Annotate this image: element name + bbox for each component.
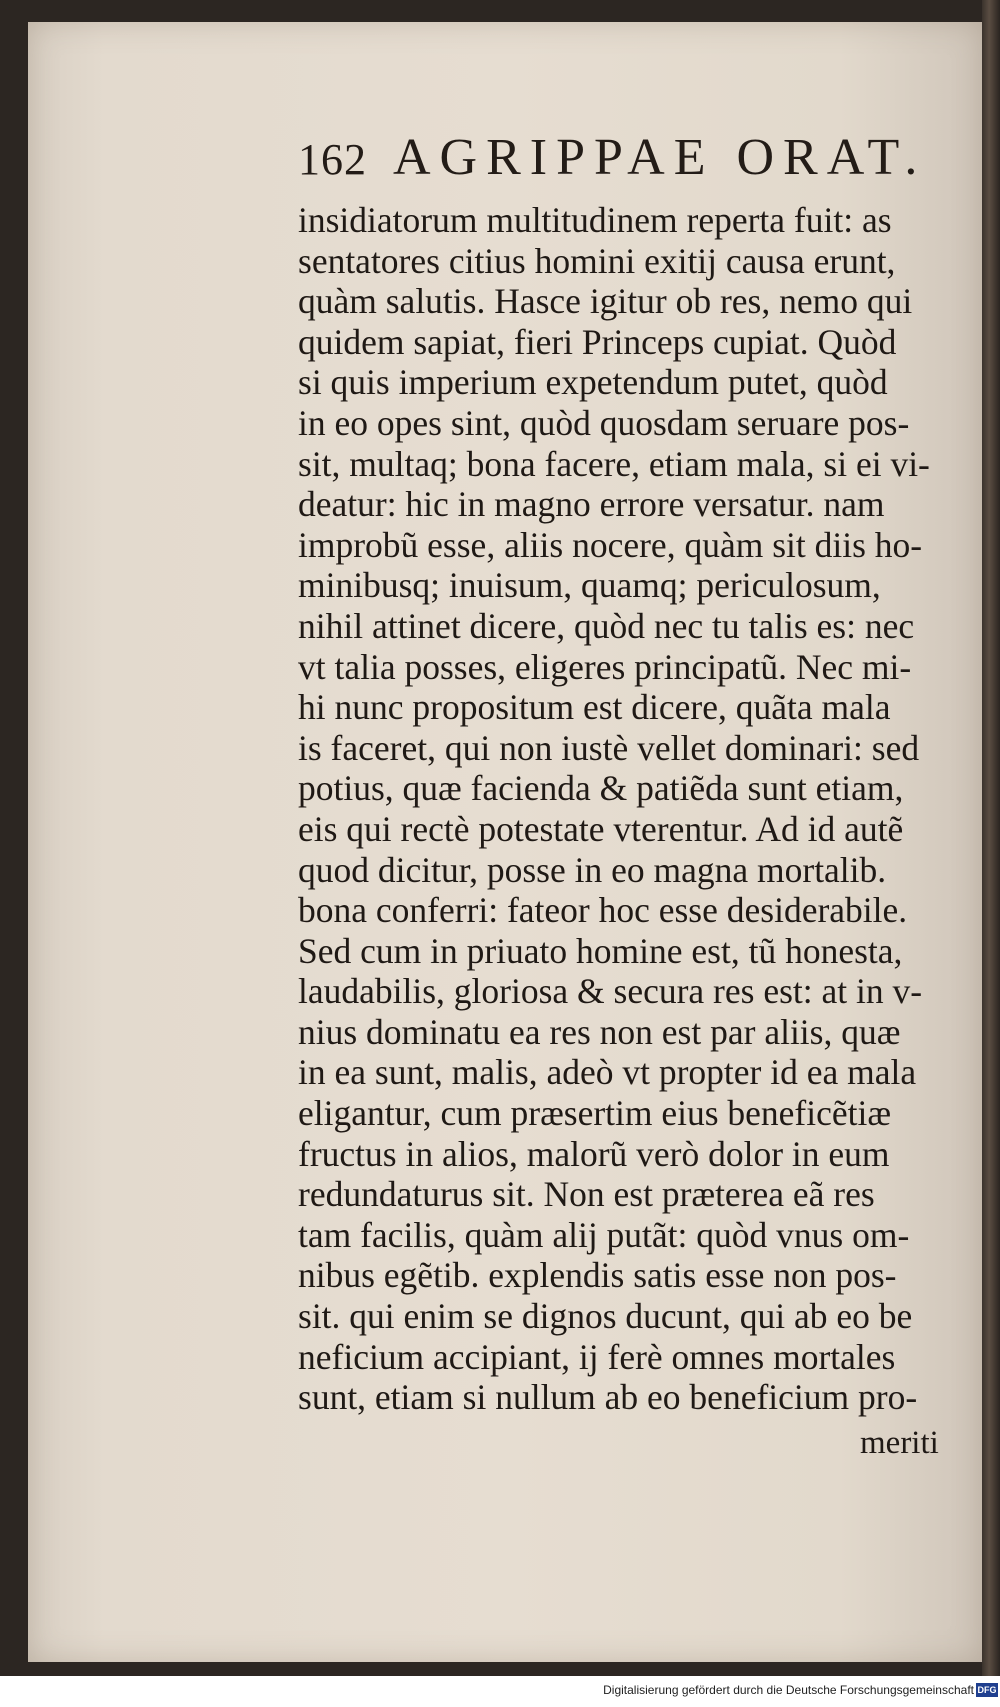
text-line: sit. qui enim se dignos ducunt, qui ab eo be — [298, 1296, 913, 1337]
text-line: deatur: hic in magno errore versatur. nam — [298, 484, 885, 525]
body-text — [298, 200, 958, 1418]
dfg-logo-icon: DFG — [977, 1685, 997, 1695]
text-line: in ea sunt, malis, adeò vt propter id ea mala — [298, 1052, 917, 1093]
text-line: nibus egẽtib. explendis satis esse non pos- — [298, 1255, 897, 1296]
page-number: 162 — [298, 135, 367, 184]
text-line: improbũ esse, aliis nocere, quàm sit diis ho- — [298, 524, 923, 565]
text-line: sit, multaq; bona facere, etiam mala, si ei vi- — [298, 443, 930, 484]
text-line: quidem sapiat, fieri Princeps cupiat. Quòd — [298, 321, 897, 362]
text-line: eis qui rectè potestate vterentur. Ad id autẽ — [298, 808, 904, 849]
text-line: vt talia posses, eligeres principatũ. Nec mi- — [298, 646, 912, 687]
text-line: is faceret, qui non iustè vellet dominari: sed — [298, 727, 920, 768]
text-line: neficium accipiant, ij ferè omnes mortales — [298, 1336, 896, 1377]
page-header — [298, 128, 938, 198]
text-line: minibusq; inuisum, quamq; periculosum, — [298, 565, 881, 606]
text-line: potius, quæ facienda & patiẽda sunt etiam, — [298, 768, 904, 809]
text-line: tam facilis, quàm alij putãt: quòd vnus om- — [298, 1214, 910, 1255]
running-head: AGRIPPAE ORAT. — [393, 129, 927, 186]
catchword: meriti — [860, 1425, 939, 1461]
text-line: hi nunc propositum est dicere, quãta mala — [298, 687, 891, 728]
text-line: nihil attinet dicere, quòd nec tu talis es: nec — [298, 605, 915, 646]
text-line: eligantur, cum præsertim eius beneficẽtiæ — [298, 1093, 892, 1134]
text-line: insidiatorum multitudinem reperta fuit: as — [298, 200, 892, 240]
text-line: quàm salutis. Hasce igitur ob res, nemo qui — [298, 281, 913, 322]
text-line: Sed cum in priuato homine est, tũ honesta, — [298, 930, 903, 971]
text-line: redundaturus sit. Non est præterea eã res — [298, 1174, 875, 1215]
funding-credit: Digitalisierung gefördert durch die Deutsche Forschungsgemeinschaft — [603, 1683, 974, 1697]
text-line: bona conferri: fateor hoc esse desiderabile. — [298, 890, 908, 931]
text-line: nius dominatu ea res non est par aliis, quæ — [298, 1011, 901, 1052]
text-line: si quis imperium expetendum putet, quòd — [298, 362, 888, 403]
book-edge — [982, 0, 1000, 1676]
digitization-footer — [0, 1676, 1000, 1707]
text-line: sunt, etiam si nullum ab eo beneficium pro- — [298, 1377, 918, 1418]
text-line: fructus in alios, malorũ verò dolor in eum — [298, 1133, 890, 1174]
text-line: sentatores citius homini exitij causa erunt, — [298, 240, 896, 281]
text-line: laudabilis, gloriosa & secura res est: at in v- — [298, 971, 923, 1012]
text-line: in eo opes sint, quòd quosdam seruare pos- — [298, 402, 910, 443]
text-line: quod dicitur, posse in eo magna mortalib. — [298, 849, 887, 890]
